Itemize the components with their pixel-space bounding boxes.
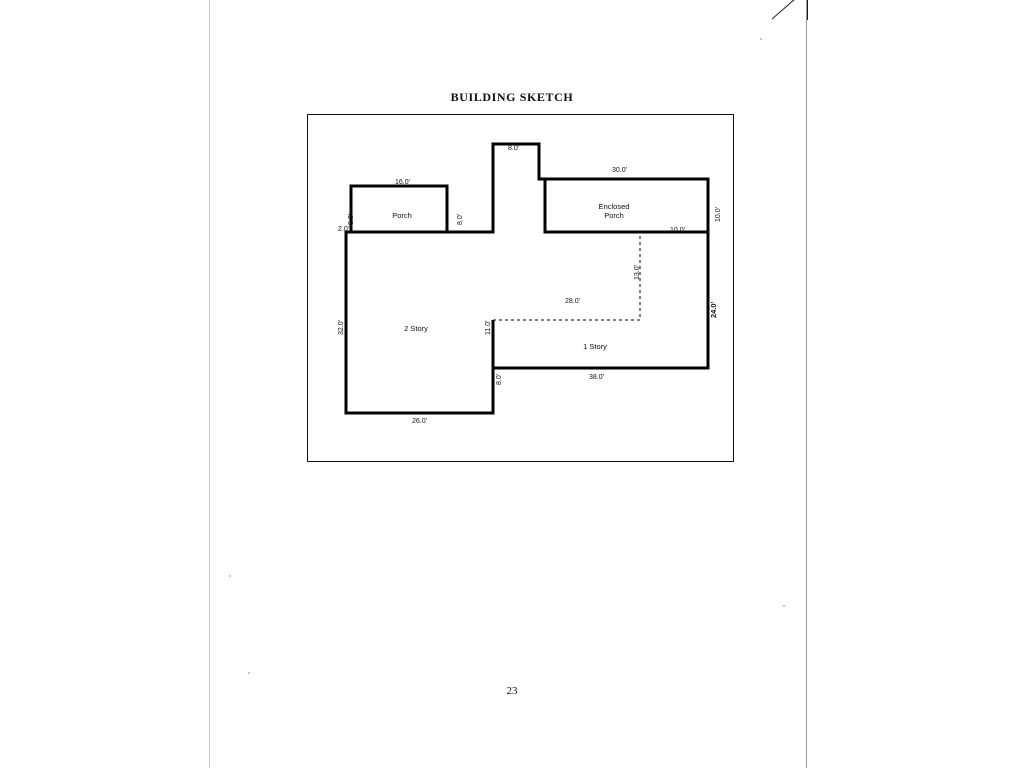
dim-main-right: 24.0' (709, 301, 718, 318)
scan-speck (783, 605, 785, 607)
building-sketch-drawing (307, 114, 734, 462)
porch-outline (351, 186, 447, 232)
dim-enclosed-bottom: 10.0' (670, 227, 685, 234)
dim-bottom-notch: 8.0' (496, 373, 503, 385)
room-label-one-story: 1 Story (583, 342, 607, 351)
room-label-enclosed-porch-line2: Porch (604, 211, 624, 221)
dim-enclosed-right: 10.0' (715, 207, 722, 222)
room-label-porch: Porch (392, 211, 412, 220)
page-title: BUILDING SKETCH (450, 90, 574, 104)
dim-interior-mid: 28.0' (565, 298, 580, 305)
dim-bottom-right: 38.0' (589, 374, 604, 381)
dim-interior-right: 13.0' (634, 265, 641, 280)
page-number: 23 (506, 685, 518, 697)
dim-porch-left: 8.0' (348, 213, 355, 225)
scan-speck (760, 38, 762, 40)
interior-divider-dashed (493, 232, 640, 320)
room-label-two-story: 2 Story (404, 324, 428, 333)
dim-porch-right: 8.0' (457, 213, 464, 225)
room-label-enclosed-porch-line1: Enclosed (598, 202, 630, 211)
scan-speck (229, 575, 231, 577)
scan-speck (248, 672, 250, 674)
dim-bottom-left: 26.0' (412, 418, 427, 425)
dim-interior-left: 11.0' (485, 320, 492, 335)
dim-center-top: 8.0' (508, 145, 520, 152)
dim-enclosed-top: 30.0' (612, 167, 627, 174)
dim-porch-top: 16.0' (395, 179, 410, 186)
dim-main-left: 32.0' (338, 320, 345, 335)
page-corner-fold-icon (772, 0, 808, 36)
dim-porch-corner: 2.0' (338, 226, 350, 233)
